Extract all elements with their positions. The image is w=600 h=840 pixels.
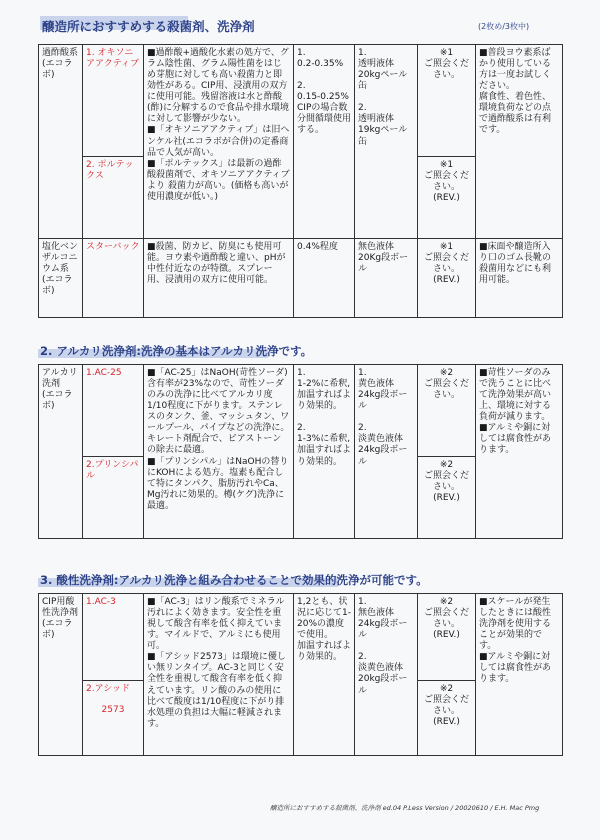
price-note: ※1 ご照会ください。 (REV.) xyxy=(418,157,476,239)
price-note: ※2 ご照会ください。 xyxy=(418,365,476,457)
price-note: ※1 ご照会ください。 xyxy=(418,45,476,157)
product-name: 1.AC-25 xyxy=(83,365,144,457)
product-name-line1: 2.アシッド xyxy=(86,684,131,694)
product-form: 1. 透明液体20kgペール缶 2. 透明液体19kgペール缶 xyxy=(355,45,418,239)
product-name: 2.プリンシパル xyxy=(83,457,144,539)
table-sterilizers xyxy=(38,44,563,318)
price-note: ※2 ご照会ください。 (REV.) xyxy=(418,457,476,539)
product-description: ■殺菌、防カビ、防臭にも使用可能。ヨウ素や過酢酸と違い、pHが中性付近なのが特徴。スプレー用、浸漬用の双方に使用可能。 xyxy=(144,239,294,318)
product-name xyxy=(83,681,144,756)
page-title: 醸造所におすすめする殺菌剤、洗浄剤 xyxy=(42,19,255,34)
product-name: スターバック xyxy=(83,239,144,318)
product-name-line2: 2573 xyxy=(101,705,125,716)
product-name: 2. ポルテックス xyxy=(83,157,144,239)
category-acid: CIP用酸性洗浄剤 (エコラボ) xyxy=(39,594,83,756)
use-concentration: 0.4%程度 xyxy=(294,239,355,318)
remarks: ■スケールが発生したときには酸性洗浄剤を使用することが効果的です。 ■アルミや銅に対しては腐食性があります。 xyxy=(476,594,563,756)
price-note: ※1 ご照会ください。 (REV.) xyxy=(418,239,476,318)
remarks: ■床面や醸造所入り口のゴム長靴の殺菌用などにも利用可能。 xyxy=(476,239,563,318)
footer-credit: 醸造所におすすめする殺菌剤、洗浄剤 ed.04 P.Less Version / 20020610 / E.H. Mac Pmg xyxy=(270,804,540,812)
product-description: ■「AC-3」はリン酸系でミネラル汚れによく効きます。安全性を重視して酸含有率を低く抑えています。マイルドで、アルミにも使用可。 ■「アシッド2573」は環境に優しい無リンタイプ。AC-3と同じく安全性を重視して酸含有率を低く抑えています。リン酸のみの使用に比べて酸度は1/10程度に下がり排水処理の負担は大幅に軽減されます。 xyxy=(144,594,294,756)
page-number: (2枚め/3枚中) xyxy=(478,22,530,31)
product-form: 無色液体20Kg段ボール xyxy=(355,239,418,318)
use-concentration: 1,2とも、状況に応じて1-20%の濃度で使用。 加温すればより効果的。 xyxy=(294,594,355,756)
product-name: 1. オキソニアアクティブ xyxy=(83,45,144,157)
use-concentration: 1. 1-2%に希釈,加温すればより効果的。 2. 1-3%に希釈,加温すればより効果的。 xyxy=(294,365,355,539)
category-benzalkonium: 塩化ベンザルコニウム系 (エコラボ) xyxy=(39,239,83,318)
table-acid xyxy=(38,593,563,756)
remarks: ■普段ヨウ素系ばかり使用している方は一度お試しください。 腐食性、着色性、環境負荷などの点で過酢酸系は有利です。 xyxy=(476,45,563,239)
product-description: ■過酢酸+過酸化水素の処方で、グラム陰性菌、グラム陽性菌をはじめ芽胞に対しても高い殺菌力と即効性がある。CIP用、浸漬用の双方に使用可能。残留溶液は水と酢酸(酢)に分解するので食品や排水環境に対して影響が少ない。 ■「オキソニアアクティブ」は旧ヘンケル社(エコラボが合併)の定番商品で人気が高い。 ■「ポルテックス」は最新の過酢酸殺菌剤で、オキソニアアクティブより 殺菌力が高い。(価格も高いが使用濃度が低い。) xyxy=(144,45,294,239)
product-description: ■「AC-25」はNaOH(苛性ソーダ) 含有率が23%なので、苛性ソーダのみの洗浄に比べてアルカリ度1/10程度に下がります。ステンレスのタンク、釜、マッシュタン、ワールプール、パイプなどの洗浄に。キレート剤配合で、ビアストーンの除去に最適。 ■「プリンシパル」はNaOHの替りにKOHによる処方。塩素も配合して特にタンパク、脂肪汚れやCa、Mg汚れに効果的。樽(ケグ)洗浄に最適。 xyxy=(144,365,294,539)
product-name: 1.AC-3 xyxy=(83,594,144,681)
category-alkaline: アルカリ洗剤 (エコラボ) xyxy=(39,365,83,539)
table-alkaline xyxy=(38,364,563,539)
product-form: 1. 黄色液体24kg段ボール 2. 淡黄色液体24kg段ボール xyxy=(355,365,418,539)
product-form: 1. 無色液体24kg段ボール 2. 淡黄色液体20kg段ボール xyxy=(355,594,418,756)
use-concentration: 1. 0.2-0.35% 2. 0.15-0.25% CIPの場合数分間循環使用する。 xyxy=(294,45,355,239)
remarks: ■苛性ソーダのみで洗うことに比べて洗浄効果が高い上、環境に対する負荷が減ります。 ■アルミや銅に対しては腐食性があります。 xyxy=(476,365,563,539)
price-note: ※2 ご照会ください。 (REV.) xyxy=(418,681,476,756)
category-peracetic: 過酢酸系 (エコラボ) xyxy=(39,45,83,239)
section-heading-acid: 3. 酸性洗浄剤:アルカリ洗浄と組み合わせることで効果的洗浄が可能です。 xyxy=(40,573,428,587)
section-heading-alkaline: 2. アルカリ洗浄剤:洗浄の基本はアルカリ洗浄です。 xyxy=(40,344,313,358)
price-note: ※2 ご照会ください。 (REV.) xyxy=(418,594,476,681)
